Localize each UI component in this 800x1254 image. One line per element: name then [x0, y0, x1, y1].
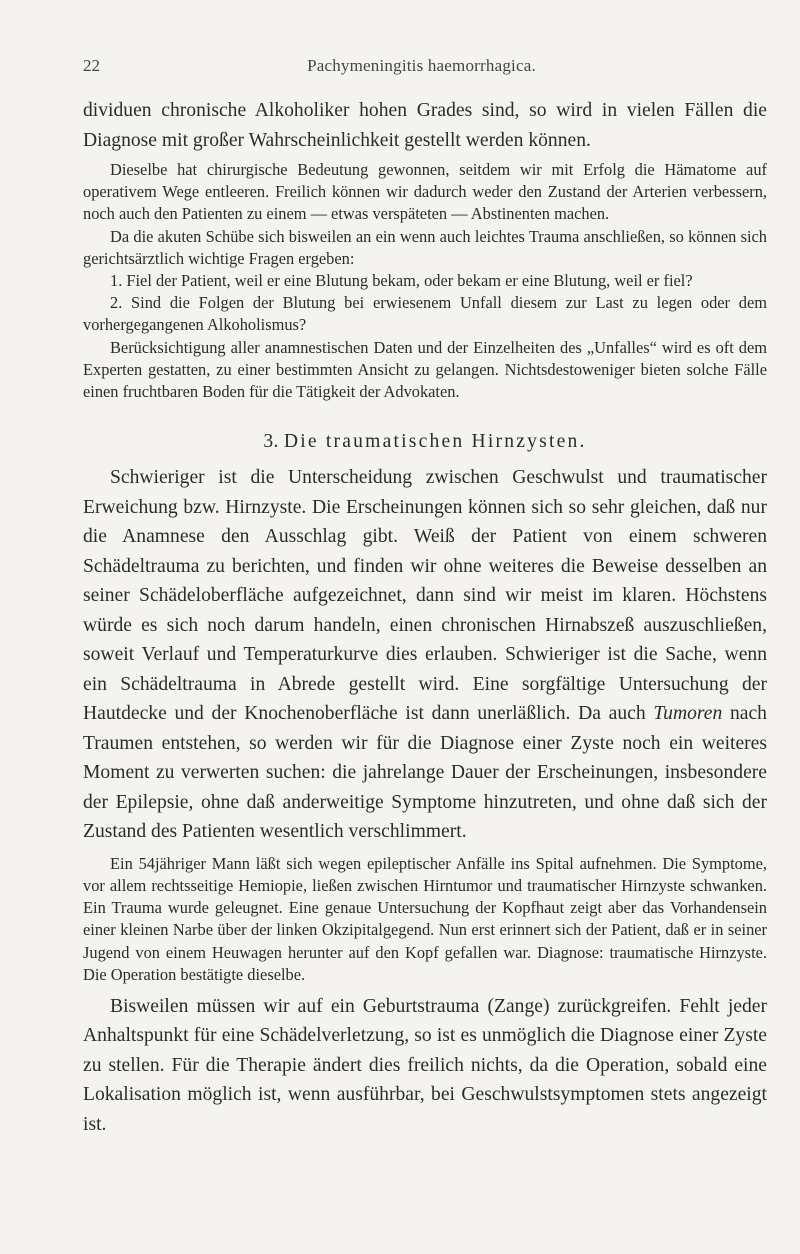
page-number: 22 — [83, 56, 100, 75]
page-header — [83, 56, 760, 80]
paragraph-differential-diagnosis — [83, 463, 767, 847]
paragraph-surgical-significance: Dieselbe hat chirurgische Bedeutung gewonnen, seitdem wir mit Erfolg die Hämatome auf operativem Wege entleeren. Freilich können wir dadurch weder den Zustand der Arterien verbessern, noch auch den Patienten zu einem — etwas verspäteten — Abstinenten machen. — [83, 160, 767, 224]
list-item-question-2: 2. Sind die Folgen der Blutung bei erwiesenem Unfall diesem zur Last zu legen oder dem vorhergegangenen Alkoholismus? — [83, 293, 767, 335]
paragraph-anamnesis: Berücksichtigung aller anamnestischen Daten und der Einzelheiten des „Unfalles“ wird es oft dem Experten gestatten, zu einer bestimmten Ansicht zu gelangen. Nichtsdestoweniger bieten solche Fälle einen fruchtbaren Boden für die Tätigkeit der Advokaten. — [83, 337, 767, 402]
section-number: 3. — [263, 431, 279, 453]
running-title: Pachymeningitis haemorrhagica. — [307, 56, 536, 75]
body-text — [83, 96, 767, 1139]
paragraph-forensic-questions: Da die akuten Schübe sich bisweilen an ein wenn auch leichtes Trauma anschließen, so können sich gerichtsärztlich wichtige Fragen ergeben: — [83, 226, 767, 268]
paragraph-continuation: dividuen chronische Alkoholiker hohen Grades sind, so wird in vielen Fällen die Diagnose mit großer Wahrscheinlichkeit gestellt werden können. — [83, 100, 767, 151]
paragraph-birth-trauma: Bisweilen müssen wir auf ein Geburtstrauma (Zange) zurückgreifen. Fehlt jeder Anhaltspunkt für eine Schädelverletzung, so ist es unmöglich die Diagnose einer Zyste zu stellen. Für die Therapie ändert dies freilich nichts, da die Operation, sobald eine Lokalisation möglich ist, wenn ausführbar, bei Geschwulstsymptomen stets angezeigt ist. — [83, 995, 767, 1135]
paragraph-text: nach Traumen entstehen, so werden wir für die Diagnose einer Zyste noch ein weiteres Moment zu verwerten suchen: die jahrelange Dauer der Erscheinungen, insbesondere der Epilepsie, ohne daß anderweitige Symptome hinzutreten, und ohne daß sich der Zustand des Patienten wesentlich verschlimmert. — [83, 703, 767, 843]
list-item-question-1: 1. Fiel der Patient, weil er eine Blutung bekam, oder bekam er eine Blutung, weil er fiel? — [110, 271, 693, 291]
paragraph-text: Schwieriger ist die Unterscheidung zwischen Geschwulst und traumatischer Erweichung bzw. Hirnzyste. Die Erscheinungen können sich so sehr gleichen, daß nur die Anamnese den Ausschlag gibt. Weiß der Patient von einem schweren Schädeltrauma zu berichten, und finden wir ohne weiteres die Beweise desselben an seiner Schädeloberfläche aufgezeichnet, dann sind wir meist im klaren. Höchstens würde es sich noch darum handeln, einen chronischen Hirnabszeß auszuschließen, soweit Verlauf und Temperaturkurve dies erlauben. Schwieriger ist die Sache, wenn ein Schädeltrauma in Abrede gestellt wird. Eine sorgfältige Untersuchung der Hautdecke und der Knochenoberfläche ist dann unerläßlich. Da auch — [83, 467, 767, 725]
italic-term: Tumoren — [653, 703, 723, 725]
paragraph-case-report: Ein 54jähriger Mann läßt sich wegen epileptischer Anfälle ins Spital aufnehmen. Die Symptome, vor allem rechtsseitige Hemiopie, ließen zwischen Hirntumor und traumatischer Hirnzyste schwanken. Ein Trauma wurde geleugnet. Eine genaue Untersuchung der Kopfhaut zeigt aber das Vorhandensein einer kleinen Narbe über der linken Okzipitalgegend. Nun erst erinnert sich der Patient, daß er in seiner Jugend von einem Heuwagen herunter auf den Kopf gefallen war. Diagnose: traumatische Hirnzyste. Die Operation bestätigte dieselbe. — [83, 853, 767, 984]
section-title: Die traumatischen Hirnzysten. — [283, 431, 587, 453]
section-heading — [83, 427, 767, 457]
